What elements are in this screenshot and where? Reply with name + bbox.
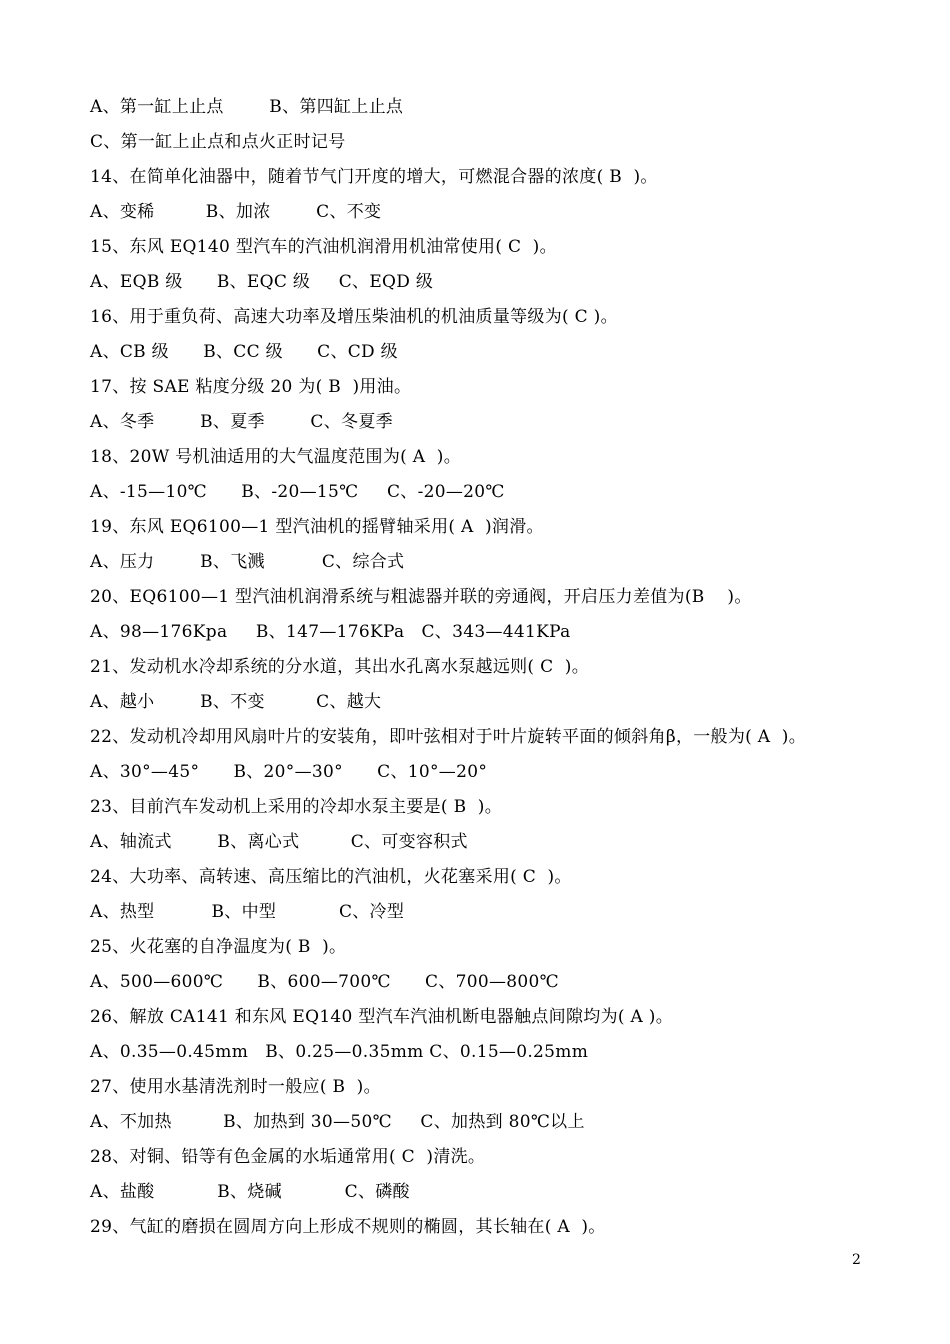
question-line: 18、20W 号机油适用的大气温度范围为( A )。 xyxy=(90,447,461,467)
options-line: A、越小 B、不变 C、越大 xyxy=(90,692,382,712)
options-line: A、-15—10℃ B、-20—15℃ C、-20—20℃ xyxy=(90,482,505,502)
question-line: 28、对铜、铅等有色金属的水垢通常用( C )清洗。 xyxy=(90,1147,486,1167)
options-line: A、盐酸 B、烧碱 C、磷酸 xyxy=(90,1182,410,1202)
text-line: C、第一缸上止点和点火正时记号 xyxy=(90,132,346,152)
options-line: A、热型 B、中型 C、冷型 xyxy=(90,902,405,922)
options-line: A、30°—45° B、20°—30° C、10°—20° xyxy=(90,762,488,782)
options-line: A、CB 级 B、CC 级 C、CD 级 xyxy=(90,342,398,362)
text-line: A、第一缸上止点 B、第四缸上止点 xyxy=(90,97,404,117)
question-line: 26、解放 CA141 和东风 EQ140 型汽车汽油机断电器触点间隙均为( A )。 xyxy=(90,1007,674,1027)
options-line: A、0.35—0.45mm B、0.25—0.35mm C、0.15—0.25mm xyxy=(90,1042,589,1062)
question-line: 19、东风 EQ6100—1 型汽油机的摇臂轴采用( A )润滑。 xyxy=(90,517,544,537)
options-line: A、EQB 级 B、EQC 级 C、EQD 级 xyxy=(90,272,434,292)
question-line: 17、按 SAE 粘度分级 20 为( B )用油。 xyxy=(90,377,412,397)
question-line: 25、火花塞的自净温度为( B )。 xyxy=(90,937,347,957)
question-line: 24、大功率、高转速、高压缩比的汽油机，火花塞采用( C )。 xyxy=(90,867,572,887)
options-line: A、冬季 B、夏季 C、冬夏季 xyxy=(90,412,393,432)
options-line: A、变稀 B、加浓 C、不变 xyxy=(90,202,382,222)
options-line: A、不加热 B、加热到 30—50℃ C、加热到 80℃以上 xyxy=(90,1112,585,1132)
question-line: 20、EQ6100—1 型汽油机润滑系统与粗滤器并联的旁通阀，开启压力差值为(B )。 xyxy=(90,587,752,607)
question-line: 29、气缸的磨损在圆周方向上形成不规则的椭圆，其长轴在( A )。 xyxy=(90,1217,606,1237)
question-line: 15、东风 EQ140 型汽车的汽油机润滑用机油常使用( C )。 xyxy=(90,237,557,257)
question-line: 14、在简单化油器中，随着节气门开度的增大，可燃混合器的浓度( B )。 xyxy=(90,167,658,187)
options-line: A、98—176Kpa B、147—176KPa C、343—441KPa xyxy=(90,622,571,642)
options-line: A、500—600℃ B、600—700℃ C、700—800℃ xyxy=(90,972,559,992)
question-line: 21、发动机水冷却系统的分水道，其出水孔离水泵越远则( C )。 xyxy=(90,657,590,677)
options-line: A、压力 B、飞溅 C、综合式 xyxy=(90,552,405,572)
page-number: 2 xyxy=(852,1252,861,1268)
question-line: 22、发动机冷却用风扇叶片的安装角，即叶弦相对于叶片旋转平面的倾斜角β，一般为( A )。 xyxy=(90,727,807,747)
question-line: 23、目前汽车发动机上采用的冷却水泵主要是( B )。 xyxy=(90,797,502,817)
question-line: 27、使用水基清洗剂时一般应( B )。 xyxy=(90,1077,381,1097)
question-line: 16、用于重负荷、高速大功率及增压柴油机的机油质量等级为( C )。 xyxy=(90,307,618,327)
options-line: A、轴流式 B、离心式 C、可变容积式 xyxy=(90,832,468,852)
